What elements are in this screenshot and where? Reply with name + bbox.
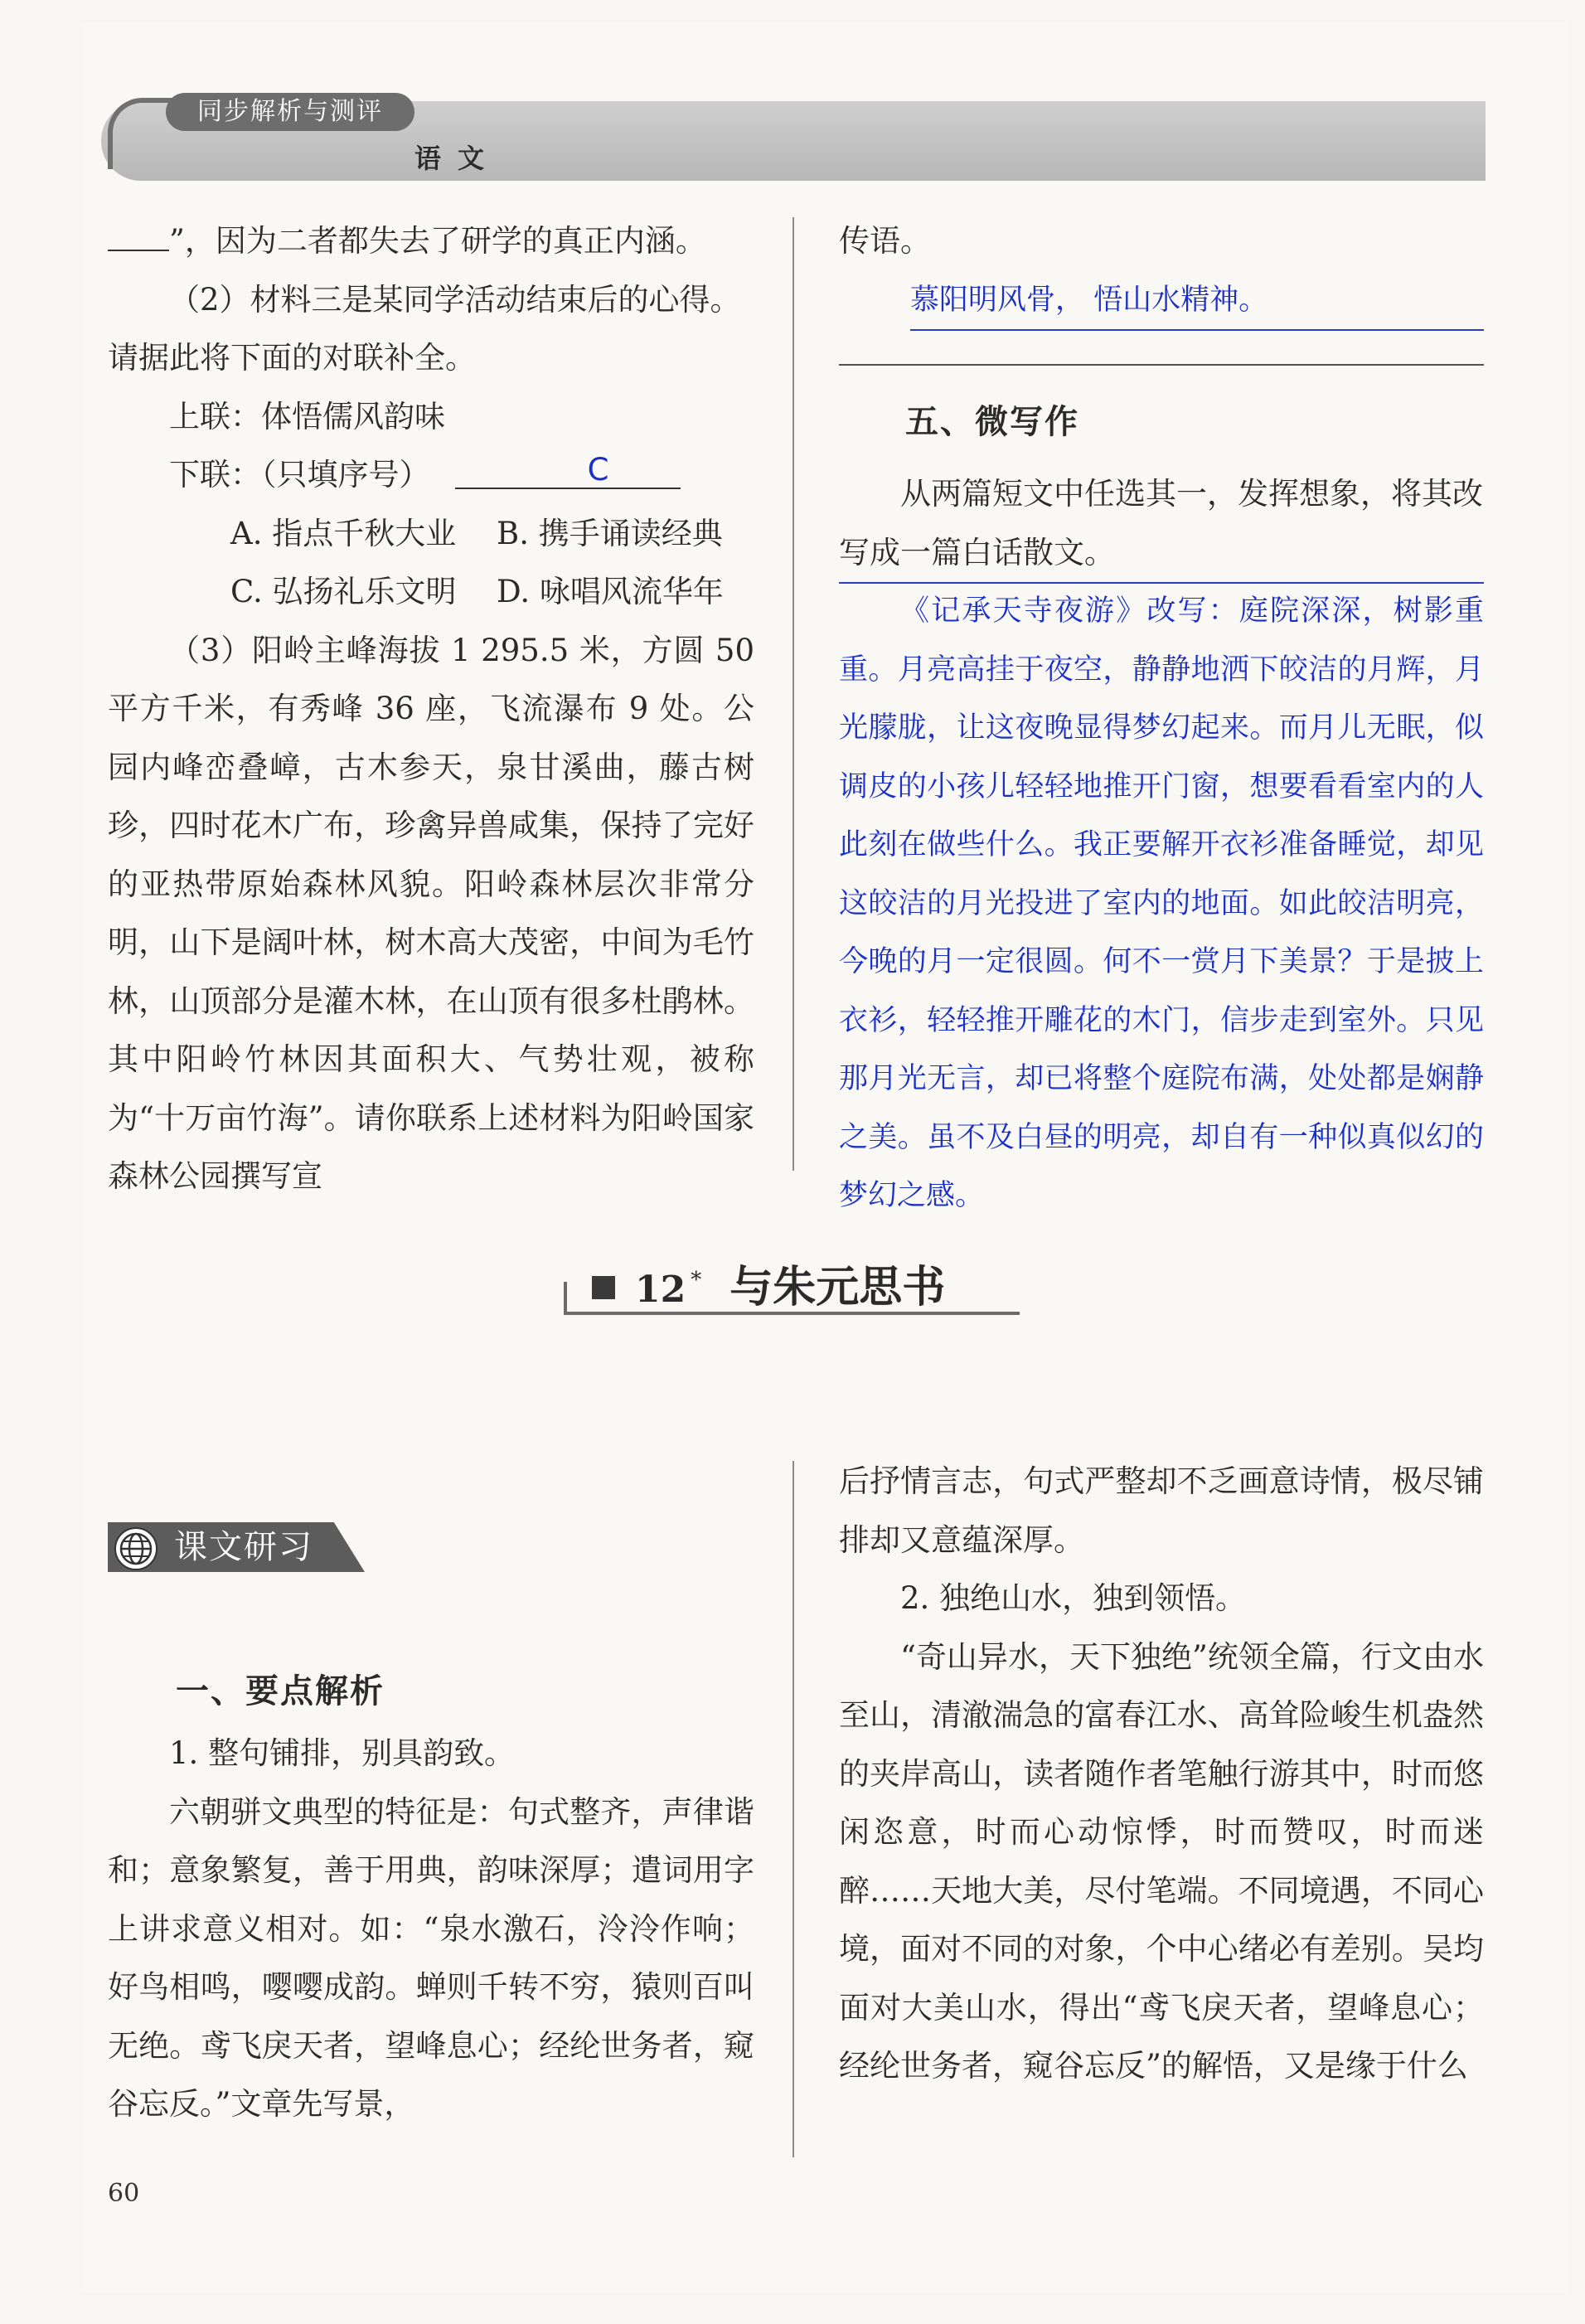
answer-slogan-row: [839, 271, 1484, 332]
option-b: B. 携手诵读经典: [497, 515, 723, 551]
point-2-text: “奇山异水，天下独绝”统领全篇，行文由水至山，清澈湍急的富春江水、高耸险峻生机盎然的夹岸高山，读者随作者笔触行游其中，时而悠闲恣意，时而心动惊悸，时而赞叹，时而迷醉……天地大美，尽付笔端。不同境遇，不同心境，面对不同的对象，个中心绪必有差别。吴均面对大美山水，得出“鸢飞戾天者，望峰息心；经纶世务者，窥谷忘反”的解悟，又是缘于什么: [839, 1638, 1484, 2084]
section-1-title: 一、要点解析: [176, 1672, 385, 1710]
xialian-answer: C: [455, 453, 681, 489]
point-1-title: 1. 整句铺排，别具韵致。: [169, 1735, 516, 1771]
answer-slogan: 慕阳明风骨， 悟山水精神。: [910, 271, 1484, 332]
right-line1: 传语。: [839, 223, 931, 259]
xialian-label: 下联：（只填序号）: [169, 457, 430, 492]
section-5-prompt: 从两篇短文中任选其一，发挥想象，将其改写成一篇白话散文。: [839, 476, 1483, 570]
column-divider-top: [792, 217, 794, 1171]
essay-answer: 《记承天寺夜游》改写：庭院深深，树影重重。月亮高挂于夜空，静静地洒下皎洁的月辉，月光朦胧，让这夜晚显得梦幻起来。而月儿无眠，似调皮的小孩儿轻轻地推开门窗，想要看看室内的人此刻在做些什么。我正要解开衣衫准备睡觉，却见这皎洁的月光投进了室内的地面。如此皎洁明亮，今晚的月一定很圆。何不一赏月下美景？于是披上衣衫，轻轻推开雕花的木门，信步走到室外。只见那月光无言，却已将整个庭院布满，处处都是娴静之美。虽不及白昼的明亮，却自有一种似真似幻的梦幻之感。: [839, 582, 1484, 1225]
lesson-title: [592, 1252, 1023, 1310]
shanglian: 上联：体悟儒风韵味: [169, 398, 445, 434]
options-row-1: [108, 505, 754, 564]
answer-rule-row: [839, 331, 1484, 389]
options-row-2: [108, 563, 754, 622]
point-1-text: 六朝骈文典型的特征是：句式整齐，声律谐和；意象繁复，善于用典，韵味深厚；遣词用字上讲求意义相对。如：“泉水激石，泠泠作响；好鸟相鸣，嘤嘤成韵。蝉则千转不穷，猿则百叫无绝。鸢飞戾天者，望峰息心；经纶世务者，窥谷忘反。”文章先写景，: [108, 1793, 754, 2122]
column-divider-bottom: [792, 1461, 794, 2157]
lesson-number: 12: [635, 1269, 686, 1311]
book-title: 同步解析与测评: [166, 93, 414, 131]
section-5-title: 五、微写作: [905, 403, 1079, 441]
option-d: D. 咏唱风流华年: [497, 574, 724, 609]
continued-text: 后抒情言志，句式严整却不乏画意诗情，极尽铺排却又意蕴深厚。: [839, 1463, 1484, 1558]
point-2-title: 2. 独绝山水，独到领悟。: [900, 1580, 1247, 1616]
section-badge: [108, 1522, 365, 1572]
globe-icon: [114, 1527, 158, 1570]
subject-label: 语文: [414, 143, 502, 174]
bottom-left-column: [108, 1658, 754, 2172]
lesson-name: 与朱元思书: [729, 1262, 946, 1312]
line1-tail: ”，因为二者都失去了研学的真正内涵。: [169, 223, 706, 259]
option-c: C. 弘扬礼乐文明: [230, 574, 457, 609]
lesson-square-icon: [592, 1276, 615, 1299]
bottom-right-column: [839, 1453, 1484, 2166]
question-3: （3）阳岭主峰海拔 1 295.5 米，方圆 50 平方千米，有秀峰 36 座，飞流瀑布 9 处。公园内峰峦叠嶂，古木参天，泉甘溪曲，藤古树珍，四时花木广布，珍禽异兽咸集，保持了完好的亚热带原始森林风貌。阳岭森林层次非常分明，山下是阔叶林，树木高大茂密，中间为毛竹林，山顶部分是灌木林，在山顶有很多杜鹃林。其中阳岭竹林因其面积大、气势壮观，被称为“十万亩竹海”。请你联系上述材料为阳岭国家森林公园撰写宣: [108, 632, 754, 1194]
xialian: [108, 446, 754, 505]
badge-label: 课文研习: [174, 1528, 313, 1566]
answer-rule: [839, 364, 1484, 366]
option-a: A. 指点千秋大业: [230, 515, 457, 551]
top-right-column: [839, 212, 1484, 1240]
top-left-column: [108, 212, 754, 1282]
lesson-bar-left: [564, 1282, 567, 1315]
lesson-star: *: [691, 1267, 702, 1293]
blank-underline: [108, 216, 169, 251]
page-number: 60: [108, 2179, 140, 2208]
question-2-intro: （2）材料三是某同学活动结束后的心得。请据此将下面的对联补全。: [108, 281, 741, 376]
